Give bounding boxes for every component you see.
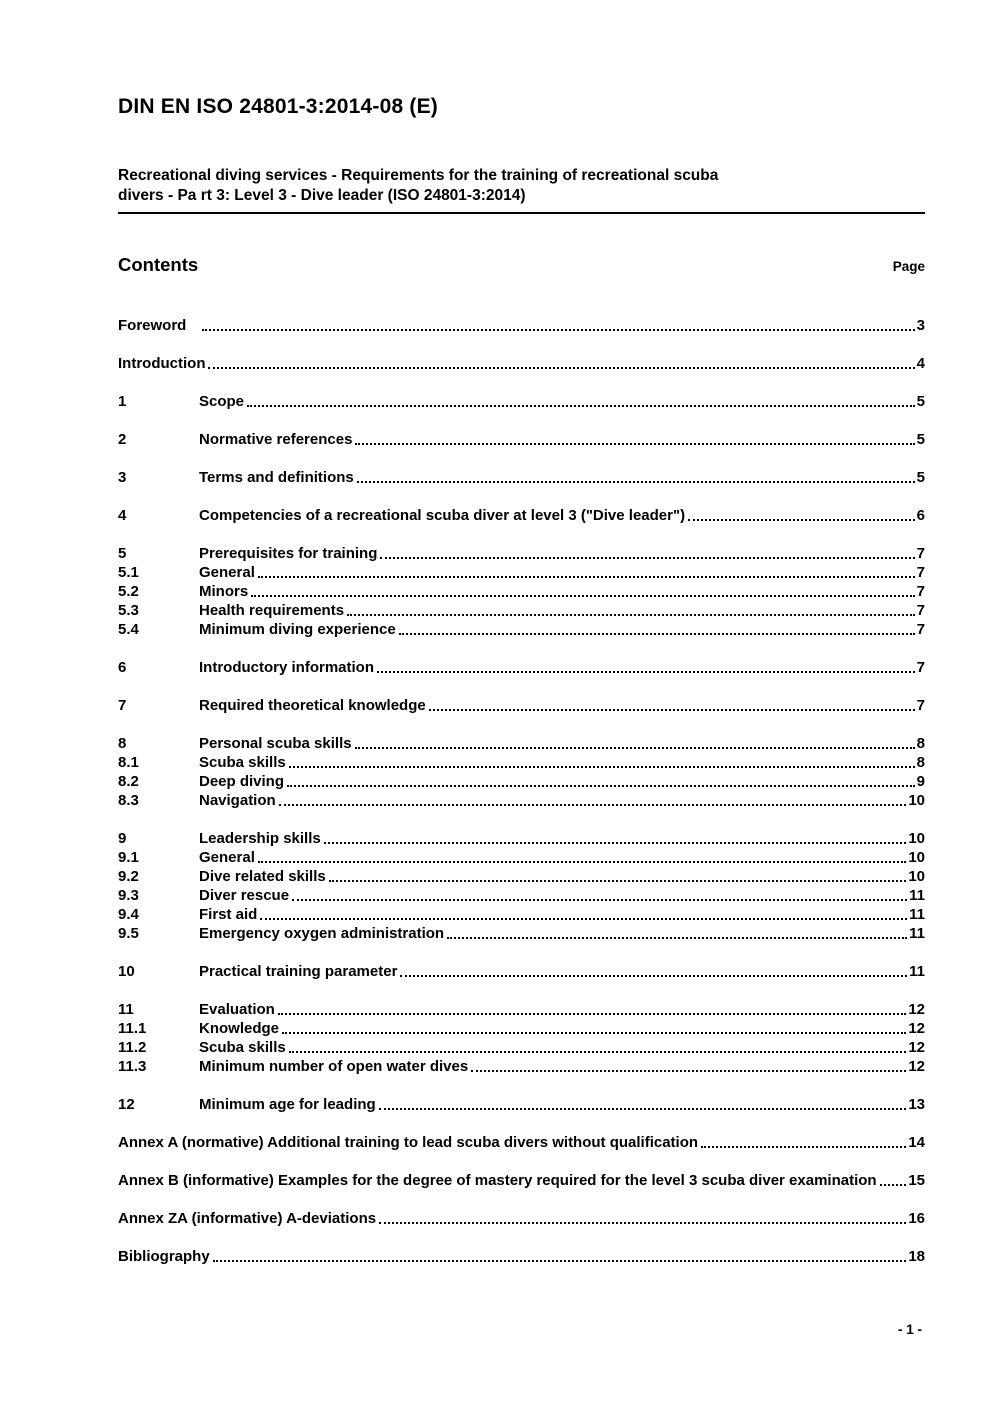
document-title-line-2: divers - Pa rt 3: Level 3 - Dive leader (ISO 24801-3:2014) xyxy=(118,187,526,204)
toc-entry-label: Minimum diving experience xyxy=(199,621,396,638)
toc-entry-number: 5.4 xyxy=(118,621,139,638)
toc-entry-number: 9 xyxy=(118,830,127,847)
toc-entry-page: 7 xyxy=(916,564,925,581)
toc-entry-label: Dive related skills xyxy=(199,868,326,885)
toc-entry-label: Knowledge xyxy=(199,1020,280,1037)
dot-leader xyxy=(258,861,906,863)
toc-entry xyxy=(118,1133,925,1152)
toc-entry xyxy=(118,316,925,335)
toc-entry-page: 4 xyxy=(916,355,925,372)
dot-leader xyxy=(399,633,915,635)
toc-entry-label: Scope xyxy=(199,393,245,410)
toc-entry xyxy=(118,658,925,677)
document-id: DIN EN ISO 24801-3:2014-08 (E) xyxy=(118,95,438,118)
toc-entry xyxy=(118,1247,925,1266)
toc-entry-label: First aid xyxy=(199,906,258,923)
toc-entry xyxy=(118,601,925,620)
toc-entry-number: 10 xyxy=(118,963,135,980)
toc-entry-page: 10 xyxy=(908,868,925,885)
toc-entry-page: 8 xyxy=(916,754,925,771)
toc-entry-label: Emergency oxygen administration xyxy=(199,925,445,942)
dot-leader xyxy=(471,1070,906,1072)
toc-entry-number: 5 xyxy=(118,545,127,562)
document-title xyxy=(118,166,925,214)
toc-entry-number: 9.5 xyxy=(118,925,139,942)
toc-entry xyxy=(118,430,925,449)
toc-entry xyxy=(118,1209,925,1228)
toc-entry-label: Annex ZA (informative) A-deviations xyxy=(118,1210,377,1227)
toc-entry-number: 7 xyxy=(118,697,127,714)
toc-entry-number: 8.2 xyxy=(118,773,139,790)
toc-entry-page: 6 xyxy=(916,507,925,524)
toc-entry-page: 7 xyxy=(916,583,925,600)
toc-entry-label: Leadership skills xyxy=(199,830,321,847)
document-title-line-1: Recreational diving services - Requirements for the training of recreational scuba xyxy=(118,167,719,184)
toc-entry-number: 5.3 xyxy=(118,602,139,619)
toc-entry xyxy=(118,582,925,601)
toc-entry-page: 7 xyxy=(916,659,925,676)
toc-list xyxy=(118,316,925,1266)
dot-leader xyxy=(208,367,914,369)
toc-entry xyxy=(118,791,925,810)
toc-entry-page: 7 xyxy=(916,621,925,638)
toc-entry xyxy=(118,734,925,753)
toc-entry xyxy=(118,563,925,582)
dot-leader xyxy=(357,481,915,483)
toc-entry-page: 5 xyxy=(916,431,925,448)
toc-entry-label: Diver rescue xyxy=(199,887,290,904)
dot-leader xyxy=(347,614,915,616)
toc-entry-label: Required theoretical knowledge xyxy=(199,697,426,714)
toc-entry-number: 9.3 xyxy=(118,887,139,904)
toc-entry-page: 10 xyxy=(908,830,925,847)
toc-entry-number: 5.1 xyxy=(118,564,139,581)
toc-entry-label: Annex A (normative) Additional training to lead scuba divers without qualification xyxy=(118,1134,699,1151)
toc-entry-page: 12 xyxy=(908,1001,925,1018)
toc-entry-label: Terms and definitions xyxy=(199,469,354,486)
toc-entry-label: Scuba skills xyxy=(199,1039,286,1056)
toc-entry-page: 3 xyxy=(916,317,925,334)
dot-leader xyxy=(355,443,914,445)
page-number-footer: - 1 - xyxy=(897,1322,922,1337)
toc-entry xyxy=(118,620,925,639)
toc-entry xyxy=(118,886,925,905)
toc-entry-page: 14 xyxy=(908,1134,925,1151)
toc-entry-page: 11 xyxy=(909,925,925,942)
dot-leader xyxy=(251,595,914,597)
toc-entry xyxy=(118,1019,925,1038)
dot-leader xyxy=(688,519,915,521)
toc-entry-label: Introduction xyxy=(118,355,206,372)
dot-leader xyxy=(213,1260,907,1262)
dot-leader xyxy=(324,842,907,844)
toc-entry xyxy=(118,1038,925,1057)
toc-entry-number: 2 xyxy=(118,431,127,448)
toc-entry-page: 5 xyxy=(916,393,925,410)
dot-leader xyxy=(380,557,914,559)
toc-entry-number: 6 xyxy=(118,659,127,676)
toc-entry-label: Annex B (informative) Examples for the degree of mastery required for the level 3 scuba diver examination xyxy=(118,1172,877,1189)
dot-leader xyxy=(701,1146,906,1148)
dot-leader xyxy=(429,709,915,711)
dot-leader xyxy=(447,937,907,939)
toc-entry-number: 8.1 xyxy=(118,754,139,771)
toc-entry xyxy=(118,354,925,373)
dot-leader xyxy=(247,405,915,407)
toc-entry-page: 12 xyxy=(908,1058,925,1075)
contents-header-row xyxy=(118,254,925,276)
toc-entry-label: Prerequisites for training xyxy=(199,545,378,562)
dot-leader xyxy=(377,671,915,673)
toc-entry xyxy=(118,1095,925,1114)
toc-entry-page: 10 xyxy=(908,849,925,866)
toc-entry-label: Personal scuba skills xyxy=(199,735,352,752)
dot-leader xyxy=(260,918,907,920)
toc-entry-label: Navigation xyxy=(199,792,276,809)
toc-entry-page: 7 xyxy=(916,602,925,619)
dot-leader xyxy=(880,1184,907,1186)
dot-leader xyxy=(279,804,907,806)
toc-entry-number: 12 xyxy=(118,1096,135,1113)
toc-entry xyxy=(118,848,925,867)
toc-entry-page: 13 xyxy=(908,1096,925,1113)
toc-entry-number: 8 xyxy=(118,735,127,752)
dot-leader xyxy=(258,576,915,578)
toc-entry-page: 11 xyxy=(909,963,925,980)
page-column-label: Page xyxy=(892,259,925,274)
toc-entry-label: Minimum number of open water dives xyxy=(199,1058,469,1075)
toc-entry-number: 4 xyxy=(118,507,127,524)
toc-entry-number: 9.2 xyxy=(118,868,139,885)
toc-entry xyxy=(118,772,925,791)
toc-entry-label: Normative references xyxy=(199,431,353,448)
toc-entry-label: Minimum age for leading xyxy=(199,1096,376,1113)
dot-leader xyxy=(379,1222,906,1224)
dot-leader xyxy=(289,1051,907,1053)
dot-leader xyxy=(292,899,907,901)
contents-heading: Contents xyxy=(118,254,199,275)
toc-entry-label: Evaluation xyxy=(199,1001,275,1018)
toc-entry-number: 11 xyxy=(118,1001,134,1018)
toc-entry xyxy=(118,506,925,525)
toc-entry xyxy=(118,1171,925,1190)
toc-entry-page: 8 xyxy=(916,735,925,752)
dot-leader xyxy=(400,975,907,977)
toc-entry-number: 3 xyxy=(118,469,127,486)
toc-entry xyxy=(118,696,925,715)
toc-entry-page: 11 xyxy=(909,887,925,904)
toc-entry-label: Health requirements xyxy=(199,602,345,619)
toc-entry-page: 15 xyxy=(908,1172,925,1189)
toc-entry-label: Practical training parameter xyxy=(199,963,398,980)
toc-entry-label: Scuba skills xyxy=(199,754,286,771)
toc-entry xyxy=(118,867,925,886)
toc-entry-page: 12 xyxy=(908,1020,925,1037)
toc-entry-label: Introductory information xyxy=(199,659,374,676)
toc-entry-label: Foreword xyxy=(118,317,187,334)
toc-entry-page: 7 xyxy=(916,697,925,714)
dot-leader xyxy=(278,1013,906,1015)
toc-entry-label: Minors xyxy=(199,583,249,600)
toc-entry xyxy=(118,1057,925,1076)
toc-entry xyxy=(118,924,925,943)
toc-entry-label: Deep diving xyxy=(199,773,285,790)
dot-leader xyxy=(355,747,915,749)
toc-entry-page: 7 xyxy=(916,545,925,562)
toc-entry-label: General xyxy=(199,849,255,866)
toc-entry xyxy=(118,905,925,924)
toc-entry-page: 9 xyxy=(916,773,925,790)
dot-leader xyxy=(287,785,915,787)
dot-leader xyxy=(289,766,915,768)
toc-entry-label: General xyxy=(199,564,255,581)
toc-entry-number: 1 xyxy=(118,393,127,410)
toc-entry xyxy=(118,753,925,772)
toc-entry xyxy=(118,392,925,411)
toc-entry-page: 16 xyxy=(908,1210,925,1227)
toc-entry-page: 11 xyxy=(909,906,925,923)
toc-entry xyxy=(118,468,925,487)
dot-leader xyxy=(329,880,907,882)
toc-entry-number: 11.1 xyxy=(118,1020,147,1037)
toc-entry-number: 11.2 xyxy=(118,1039,147,1056)
dot-leader xyxy=(379,1108,907,1110)
toc-entry xyxy=(118,962,925,981)
toc-entry-number: 9.4 xyxy=(118,906,139,923)
toc-entry xyxy=(118,1000,925,1019)
dot-leader xyxy=(202,329,915,331)
toc-entry xyxy=(118,544,925,563)
toc-entry-page: 18 xyxy=(908,1248,925,1265)
toc-entry-number: 9.1 xyxy=(118,849,139,866)
dot-leader xyxy=(282,1032,906,1034)
toc-entry-page: 5 xyxy=(916,469,925,486)
toc-entry-page: 12 xyxy=(908,1039,925,1056)
toc-entry-number: 8.3 xyxy=(118,792,139,809)
toc-entry-number: 11.3 xyxy=(118,1058,147,1075)
toc-entry-label: Competencies of a recreational scuba diver at level 3 ("Dive leader") xyxy=(199,507,686,524)
toc-entry-label: Bibliography xyxy=(118,1248,210,1265)
toc-entry xyxy=(118,829,925,848)
toc-entry-number: 5.2 xyxy=(118,583,139,600)
toc-entry-page: 10 xyxy=(908,792,925,809)
